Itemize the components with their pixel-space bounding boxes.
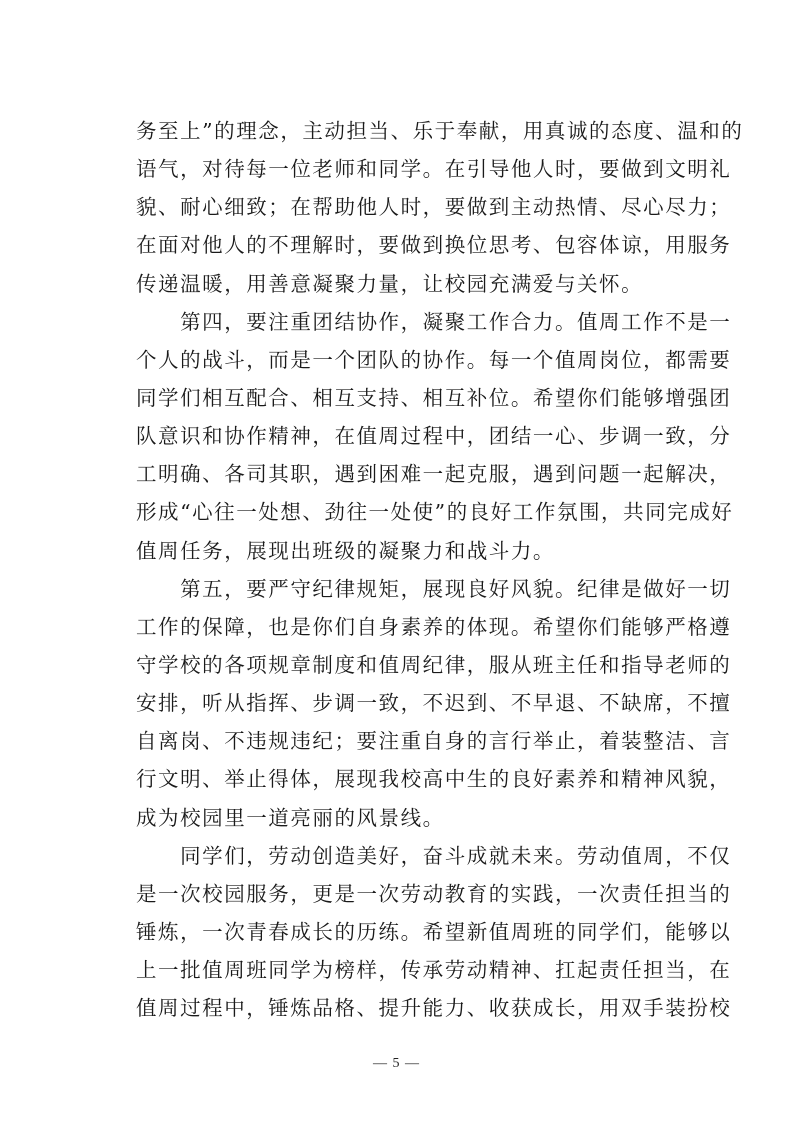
text-line: 工作的保障，也是你们自身素养的体现。希望你们能够严格遵 bbox=[136, 614, 732, 639]
text-line: 上一批值周班同学为榜样，传承劳动精神、扛起责任担当，在 bbox=[136, 958, 732, 983]
text-line: 形成“心往一处想、劲往一处使”的良好工作氛围，共同完成好 bbox=[136, 500, 734, 525]
paragraph-start-line: 同学们，劳动创造美好，奋斗成就未来。劳动值周，不仅 bbox=[136, 843, 732, 868]
text-line: 是一次校园服务，更是一次劳动教育的实践，一次责任担当的 bbox=[136, 881, 732, 906]
text-line: 语气，对待每一位老师和同学。在引导他人时，要做到文明礼 bbox=[136, 157, 732, 182]
body-text bbox=[136, 112, 744, 1027]
text-line: 成为校园里一道亮丽的风景线。 bbox=[136, 805, 445, 830]
text-line: 值周过程中，锤炼品格、提升能力、收获成长，用双手装扮校 bbox=[136, 996, 732, 1021]
text-line: 在面对他人的不理解时，要做到换位思考、包容体谅，用服务 bbox=[136, 233, 732, 258]
text-line: 守学校的各项规章制度和值周纪律，服从班主任和指导老师的 bbox=[136, 652, 732, 677]
text-line: 自离岗、不违规违纪；要注重自身的言行举止，着装整洁、言 bbox=[136, 729, 732, 754]
text-line: 貌、耐心细致；在帮助他人时，要做到主动热情、尽心尽力； bbox=[136, 195, 732, 220]
text-line: 值周任务，展现出班级的凝聚力和战斗力。 bbox=[136, 538, 555, 563]
text-line: 个人的战斗，而是一个团队的协作。每一个值周岗位，都需要 bbox=[136, 347, 732, 372]
paragraph-start-line: 第五，要严守纪律规矩，展现良好风貌。纪律是做好一切 bbox=[136, 576, 732, 601]
text-line: 队意识和协作精神，在值周过程中，团结一心、步调一致，分 bbox=[136, 424, 732, 449]
paragraph-start-line: 第四，要注重团结协作，凝聚工作合力。值周工作不是一 bbox=[136, 309, 732, 334]
text-line: 锤炼，一次青春成长的历练。希望新值周班的同学们，能够以 bbox=[136, 919, 732, 944]
page-number: — 5 — bbox=[373, 1056, 420, 1071]
text-line: 同学们相互配合、相互支持、相互补位。希望你们能够增强团 bbox=[136, 385, 732, 410]
text-line: 务至上”的理念，主动担当、乐于奉献，用真诚的态度、温和的 bbox=[136, 119, 744, 143]
text-line: 安排，听从指挥、步调一致，不迟到、不早退、不缺席，不擅 bbox=[136, 691, 732, 716]
text-line: 行文明、举止得体，展现我校高中生的良好素养和精神风貌， bbox=[136, 767, 732, 792]
text-line: 工明确、各司其职，遇到困难一起克服，遇到问题一起解决， bbox=[136, 462, 732, 487]
text-line: 传递温暖，用善意凝聚力量，让校园充满爱与关怀。 bbox=[136, 271, 644, 296]
